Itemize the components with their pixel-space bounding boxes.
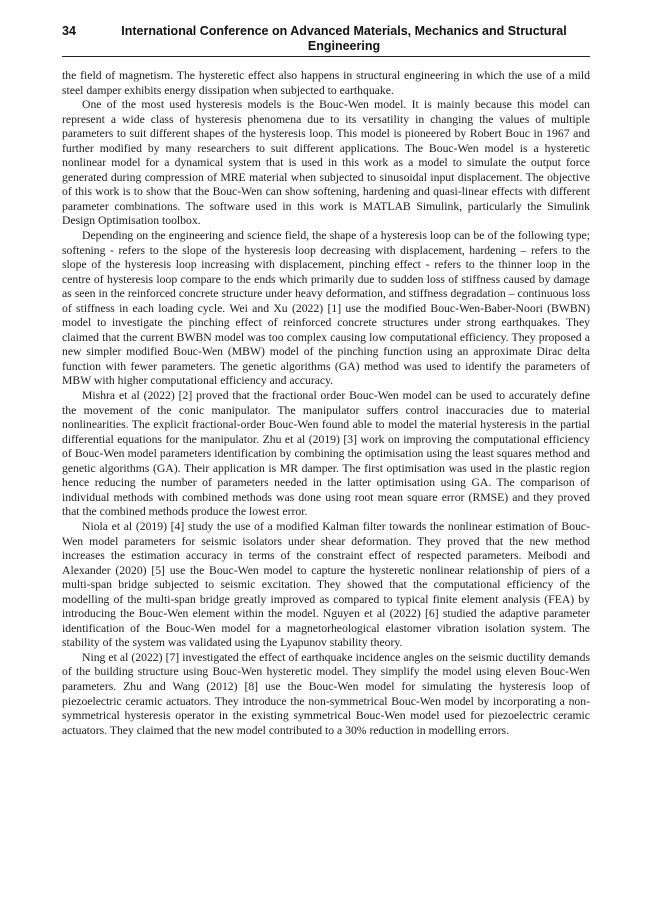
paragraph-4: Mishra et al (2022) [2] proved that the fractional order Bouc-Wen model can be used to accurately define the movement of the conic manipulator. The manipulator suffers control inaccuracies due to material nonlinearities. The explicit fractional-order Bouc-Wen found able to model the material hysteresis in the partial differential equations for the manipulator. Zhu et al (2019) [3] work on improving the computational efficiency of Bouc-Wen model parameters identification by combining the optimisation using the least squares method and genetic algorithms (GA). Their application is MR damper. The first optimisation was used in the plastic region hence reducing the number of parameters needed in the latter optimisation using GA. The comparison of individual methods with combined methods was done using root mean square error (RMSE) and they proved that the combined methods produce the lowest error. (62, 389, 590, 519)
body-text (62, 69, 590, 738)
paragraph-1: the field of magnetism. The hysteretic effect also happens in structural engineering in which the use of a mild steel damper exhibits energy dissipation when subjected to earthquake. (62, 69, 590, 97)
paragraph-5: Niola et al (2019) [4] study the use of a modified Kalman filter towards the nonlinear estimation of Bouc-Wen model parameters for seismic isolators under shear deformation. They proved that the new method increases the estimation accuracy in terms of the constraint effect of respected parameters. Meibodi and Alexander (2020) [5] use the Bouc-Wen model to capture the hysteretic nonlinear relationship of piers of a multi-span bridge subjected to seismic excitation. They showed that the computational efficiency of the modelling of the multi-span bridge greatly improved as compared to typical finite element analysis (FEA) by introducing the Bouc-Wen element within the model. Nguyen et al (2022) [6] studied the adaptive parameter identification of the Bouc-Wen model for a magnetorheological elastomer vibration isolation system. The stability of the system was validated using the Lyapunov stability theory. (62, 519, 590, 650)
paragraph-2: One of the most used hysteresis models is the Bouc-Wen model. It is mainly because this model can represent a wide class of hysteresis phenomena due to its versatility in changing the values of multiple parameters to suit different shapes of the hysteresis loop. This model is pioneered by Robert Bouc in 1967 and further modified by many researchers to suit different applications. The Bouc-Wen model is a hysteretic nonlinear model for a dynamical system that is used in this work as a model to simulate the output force generated during compression of MRE material when subjected to sinusoidal input displacement. The objective of this work is to show that the Bouc-Wen can show softening, hardening and quasi-linear effects with different parameter combinations. The software used in this work is MATLAB Simulink, particularly the Simulink Design Optimisation toolbox. (62, 98, 590, 228)
header-divider (62, 56, 590, 57)
paragraph-3: Depending on the engineering and science field, the shape of a hysteresis loop can be of the following type; softening - refers to the slope of the hysteresis loop decreasing with displacement, hardening – refers to the slope of the hysteresis loop increasing with displacement, pinching effect - refers to the thinner loop in the centre of hysteresis loop compare to the ends which primarily due to sudden loss of stiffness caused by damage as seen in the reinforced concrete structure under heavy deformation, and stiffness degradation – continuous loss of stiffness in each loading cycle. Wei and Xu (2022) [1] use the modified Bouc-Wen-Baber-Noori (BWBN) model to investigate the pinching effect of reinforced concrete structures under strong earthquakes. They claimed that the current BWBN model was too complex causing low computational efficiency. They proposed a new simpler modified Bouc-Wen (MBW) model of the pinching function using an approximate Dirac delta function with fewer parameters. The genetic algorithms (GA) method was used to identify the parameters of MBW with higher computational efficiency and accuracy. (62, 229, 590, 388)
paragraph-6: Ning et al (2022) [7] investigated the effect of earthquake incidence angles on the seismic ductility demands of the building structure using Bouc-Wen hysteretic model. They simplify the model using eleven Bouc-Wen parameters. Zhu and Wang (2012) [8] use the Bouc-Wen model for simulating the hysteresis loop of piezoelectric ceramic actuators. They introduce the non-symmetrical Bouc-Wen model by incorporating a non-symmetrical hysteresis operator in the existing symmetrical Bouc-Wen model used for piezoelectric ceramic actuators. They claimed that the new model contributed to a 30% reduction in modelling errors. (62, 650, 590, 737)
page-number: 34 (62, 24, 76, 38)
conference-title: International Conference on Advanced Materials, Mechanics and Structural Engineering (121, 24, 567, 53)
